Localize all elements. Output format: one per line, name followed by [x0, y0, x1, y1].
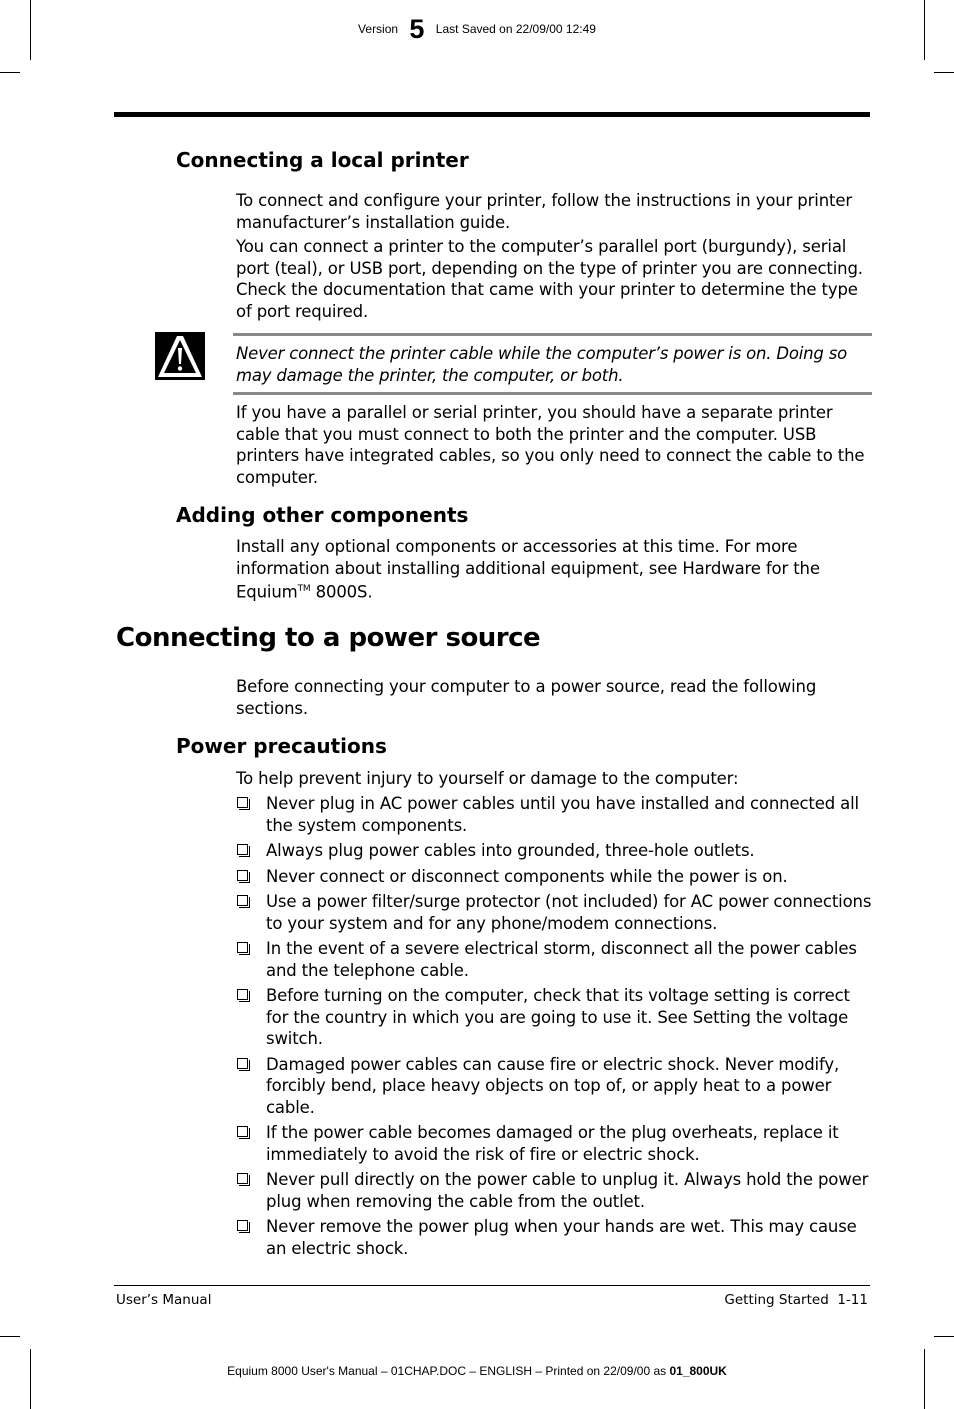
list-item [236, 1122, 876, 1165]
checkbox-bullet-icon [237, 797, 248, 808]
warning-text: Never connect the printer cable while the computer’s power is on. Doing so may damage the printer, the computer, or both. [236, 344, 848, 385]
crop-mark [30, 1349, 31, 1409]
footer-page-number: Getting Started 1-11 [724, 1292, 868, 1308]
list-item [236, 866, 876, 888]
warning-rule-bottom [233, 392, 872, 395]
heading-power-source: Connecting to a power source [116, 623, 541, 653]
checkbox-bullet-icon [237, 1058, 248, 1069]
list-item [236, 985, 876, 1050]
top-rule [114, 112, 870, 117]
crop-mark [924, 1349, 925, 1409]
checkbox-bullet-icon [237, 942, 248, 953]
heading-power-precautions: Power precautions [176, 734, 387, 758]
paragraph: Before connecting your computer to a power source, read the following sections. [236, 677, 817, 718]
list-item-text: Always plug power cables into grounded, three-hole outlets. [266, 841, 755, 860]
list-item [236, 793, 876, 836]
footer-rule [114, 1285, 870, 1286]
last-saved: Last Saved on 22/09/00 12:49 [435, 22, 596, 36]
checkbox-bullet-icon [237, 1173, 248, 1184]
paragraph: You can connect a printer to the computer’s parallel port (burgundy), serial port (teal), or USB port, depending on the type of printer you are connecting. Check the documentation that came with your printer to determine the type of port required. [236, 237, 863, 321]
list-item-text: In the event of a severe electrical storm, disconnect all the power cables and the telephone cable. [266, 939, 857, 980]
list-item-text: Use a power filter/surge protector (not included) for AC power connections to your system and for any phone/modem connections. [266, 892, 872, 933]
list-item-text: Never pull directly on the power cable to unplug it. Always hold the power plug when removing the cable from the outlet. [266, 1170, 869, 1211]
list-item [236, 1169, 876, 1212]
trademark-sup: TM [297, 584, 311, 594]
warning-rule-top [233, 333, 872, 336]
list-item [236, 840, 876, 862]
paragraph: If you have a parallel or serial printer, you should have a separate printer cable that you must connect to both the printer and the computer. USB printers have integrated cables, so you only need to connect the cable to the computer. [236, 403, 865, 487]
version-label: Version [358, 22, 399, 36]
list-item-text: Damaged power cables can cause fire or electric shock. Never modify, forcibly bend, place heavy objects on top of, or apply heat to a power cable. [266, 1054, 840, 1117]
checkbox-bullet-icon [237, 989, 248, 1000]
print-info-text: Equium 8000 User's Manual – 01CHAP.DOC – ENGLISH – Printed on 22/09/00 as [227, 1364, 670, 1378]
checkbox-bullet-icon [237, 1126, 248, 1137]
checkbox-bullet-icon [237, 895, 248, 906]
list-item-text: Never plug in AC power cables until you have installed and connected all the system components. [266, 794, 859, 835]
checkbox-bullet-icon [237, 844, 248, 855]
crop-mark [934, 1336, 954, 1337]
crop-mark [0, 72, 20, 73]
list-item [236, 938, 876, 981]
paragraph-text: Install any optional components or accessories at this time. For more information about installing additional equipment, see Hardware for the Equium [236, 537, 820, 602]
paragraph: To help prevent injury to yourself or damage to the computer: [236, 769, 739, 788]
version-header [0, 14, 954, 45]
version-number: 5 [409, 14, 425, 44]
list-item-text: Before turning on the computer, check that its voltage setting is correct for the country in which you are going to use it. See Setting the voltage switch. [266, 986, 850, 1048]
list-item-text: Never connect or disconnect components while the power is on. [266, 866, 788, 886]
print-info-code: 01_800UK [669, 1364, 727, 1378]
list-item [236, 1054, 876, 1119]
paragraph [236, 536, 872, 603]
crop-mark [934, 72, 954, 73]
list-item-text: Never remove the power plug when your hands are wet. This may cause an electric shock. [266, 1217, 857, 1258]
checkbox-bullet-icon [237, 870, 248, 881]
list-item [236, 1216, 876, 1259]
print-info [0, 1364, 954, 1378]
heading-local-printer: Connecting a local printer [176, 148, 469, 172]
checkbox-bullet-icon [237, 1220, 248, 1231]
paragraph: To connect and configure your printer, follow the instructions in your printer manufacturer’s installation guide. [236, 191, 852, 232]
crop-mark [0, 1336, 20, 1337]
list-item-text: If the power cable becomes damaged or the plug overheats, replace it immediately to avoid the risk of fire or electric shock. [266, 1123, 839, 1164]
precautions-list [236, 793, 876, 1263]
warning-triangle-icon [155, 332, 205, 380]
paragraph-text: 8000S. [310, 582, 373, 602]
list-item [236, 891, 876, 934]
heading-other-components: Adding other components [176, 503, 469, 527]
footer-manual-title: User’s Manual [116, 1292, 212, 1308]
